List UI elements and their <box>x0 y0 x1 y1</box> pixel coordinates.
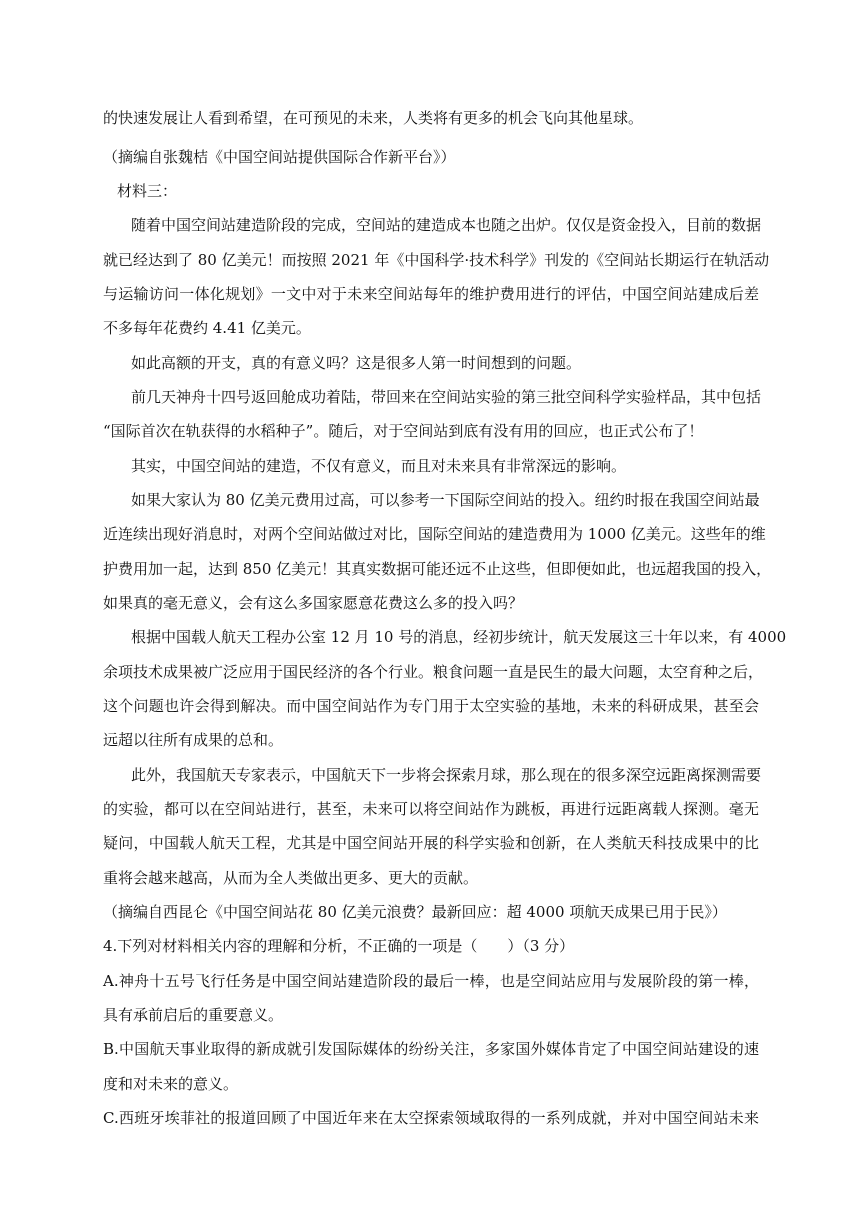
option-b: B.中国航天事业取得的新成就引发国际媒体的纷纷关注，多家国外媒体肯定了中国空间站建设的速 <box>103 1040 759 1058</box>
paragraph-line: 如果大家认为 80 亿美元费用过高，可以参考一下国际空间站的投入。纽约时报在我国空间站最 <box>131 491 760 509</box>
paragraph-line: 如此高额的开支，真的有意义吗？这是很多人第一时间想到的问题。 <box>131 354 582 372</box>
paragraph-line: 如果真的毫无意义，会有这么多国家愿意花费这么多的投入吗？ <box>103 594 524 612</box>
option-b-continued: 度和对未来的意义。 <box>103 1075 239 1093</box>
paragraph-line: 这个问题也许会得到解决。而中国空间站作为专门用于太空实验的基地，未来的科研成果，甚至会 <box>103 697 759 715</box>
paragraph-line: 其实，中国空间站的建造，不仅有意义，而且对未来具有非常深远的影响。 <box>131 457 627 475</box>
source-citation: （摘编自西昆仑《中国空间站花 80 亿美元浪费？最新回应：超 4000 项航天成果已用于民》） <box>103 903 727 921</box>
option-a-continued: 具有承前启后的重要意义。 <box>103 1006 284 1024</box>
option-c: C.西班牙埃菲社的报道回顾了中国近年来在太空探索领域取得的一系列成就，并对中国空间站未来 <box>103 1109 759 1127</box>
paragraph-line: 的快速发展让人看到希望，在可预见的未来，人类将有更多的机会飞向其他星球。 <box>103 109 644 127</box>
paragraph-line: 的实验，都可以在空间站进行，甚至，未来可以将空间站作为跳板，再进行远距离载人探测。毫无 <box>103 800 759 818</box>
paragraph-line: 此外，我国航天专家表示，中国航天下一步将会探索月球，那么现在的很多深空远距离探测需要 <box>131 766 762 784</box>
paragraph-line: 余项技术成果被广泛应用于国民经济的各个行业。粮食问题一直是民生的最大问题，太空育种之后， <box>103 663 764 681</box>
paragraph-line: 不多每年花费约 4.41 亿美元。 <box>103 319 311 337</box>
paragraph-line: 近连续出现好消息时，对两个空间站做过对比，国际空间站的建造费用为 1000 亿美元。这些年的维 <box>103 525 766 543</box>
paragraph-line: “国际首次在轨获得的水稻种子”。随后，对于空间站到底有没有用的回应，也正式公布了！ <box>103 422 704 440</box>
paragraph-line: 远超以往所有成果的总和。 <box>103 731 284 749</box>
option-a: A.神舟十五号飞行任务是中国空间站建造阶段的最后一棒，也是空间站应用与发展阶段的第一棒， <box>103 972 759 990</box>
source-citation: （摘编自张魏桔《中国空间站提供国际合作新平台》） <box>103 148 456 166</box>
paragraph-line: 就已经达到了 80 亿美元！而按照 2021 年《中国科学·技术科学》刊发的《空间站长期运行在轨活动 <box>103 251 770 269</box>
paragraph-line: 疑问，中国载人航天工程，尤其是中国空间站开展的科学实验和创新，在人类航天科技成果中的比 <box>103 834 759 852</box>
paragraph-line: 随着中国空间站建造阶段的完成，空间站的建造成本也随之出炉。仅仅是资金投入，目前的数据 <box>131 216 762 234</box>
section-heading: 材料三： <box>117 182 178 200</box>
paragraph-line: 护费用加一起，达到 850 亿美元！其真实数据可能还远不止这些，但即便如此，也远超我国的投入， <box>103 560 772 578</box>
question-stem: 4.下列对材料相关内容的理解和分析，不正确的一项是（ ）（3 分） <box>103 937 575 955</box>
paragraph-line: 根据中国载人航天工程办公室 12 月 10 号的消息，经初步统计，航天发展这三十年以来，有 4000 <box>131 628 787 646</box>
paragraph-line: 前几天神舟十四号返回舱成功着陆，带回来在空间站实验的第三批空间科学实验样品，其中包括 <box>131 388 762 406</box>
paragraph-line: 重将会越来越高，从而为全人类做出更多、更大的贡献。 <box>103 869 479 887</box>
paragraph-line: 与运输访问一体化规划》一文中对于未来空间站每年的维护费用进行的评估，中国空间站建成后差 <box>103 285 759 303</box>
